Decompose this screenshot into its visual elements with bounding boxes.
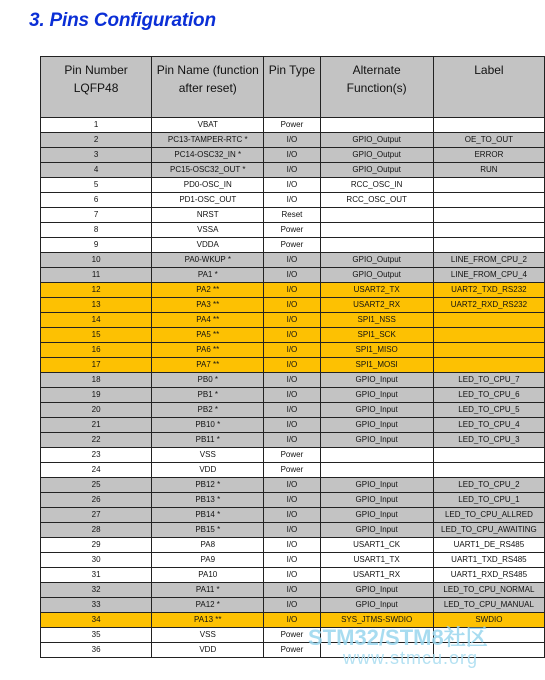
cell-alternate-function (320, 463, 433, 478)
cell-alternate-function (320, 448, 433, 463)
cell-alternate-function: SPI1_NSS (320, 313, 433, 328)
cell-pin-name: PA11 * (152, 583, 264, 598)
cell-alternate-function: GPIO_Input (320, 493, 433, 508)
cell-pin-type: I/O (264, 493, 320, 508)
cell-label: UART1_DE_RS485 (433, 538, 544, 553)
cell-alternate-function: USART2_TX (320, 283, 433, 298)
cell-pin-name: PB10 * (152, 418, 264, 433)
cell-pin-type: I/O (264, 508, 320, 523)
table-header-row (41, 57, 545, 118)
cell-pin-name: PA10 (152, 568, 264, 583)
cell-label: LED_TO_CPU_1 (433, 493, 544, 508)
cell-pin-type: I/O (264, 283, 320, 298)
table-row (41, 478, 545, 493)
cell-alternate-function: GPIO_Output (320, 268, 433, 283)
header-pin-number: Pin Number LQFP48 (41, 57, 152, 118)
cell-alternate-function: GPIO_Input (320, 373, 433, 388)
cell-pin-name: PD0-OSC_IN (152, 178, 264, 193)
cell-alternate-function (320, 118, 433, 133)
cell-alternate-function: GPIO_Input (320, 583, 433, 598)
cell-pin-type: I/O (264, 193, 320, 208)
cell-pin-type: Power (264, 628, 320, 643)
cell-alternate-function (320, 223, 433, 238)
cell-pin-type: I/O (264, 358, 320, 373)
cell-alternate-function: USART1_RX (320, 568, 433, 583)
cell-pin-type: I/O (264, 148, 320, 163)
cell-pin-name: PC13-TAMPER-RTC * (152, 133, 264, 148)
table-row (41, 433, 545, 448)
cell-label: OE_TO_OUT (433, 133, 544, 148)
cell-pin-type: I/O (264, 478, 320, 493)
cell-pin-name: PA6 ** (152, 343, 264, 358)
table-row (41, 538, 545, 553)
table-row (41, 268, 545, 283)
cell-pin-number: 35 (41, 628, 152, 643)
cell-alternate-function: GPIO_Input (320, 433, 433, 448)
cell-pin-name: NRST (152, 208, 264, 223)
cell-pin-number: 14 (41, 313, 152, 328)
cell-pin-number: 28 (41, 523, 152, 538)
cell-pin-name: VSSA (152, 223, 264, 238)
cell-label: LED_TO_CPU_6 (433, 388, 544, 403)
cell-pin-type: Power (264, 448, 320, 463)
cell-pin-number: 1 (41, 118, 152, 133)
table-row (41, 148, 545, 163)
cell-pin-type: I/O (264, 583, 320, 598)
cell-alternate-function: GPIO_Input (320, 388, 433, 403)
cell-pin-number: 19 (41, 388, 152, 403)
cell-alternate-function: GPIO_Input (320, 403, 433, 418)
cell-alternate-function: GPIO_Output (320, 148, 433, 163)
cell-label: SWDIO (433, 613, 544, 628)
cell-pin-name: PA3 ** (152, 298, 264, 313)
watermark-url: www.stmcu.org (343, 648, 479, 668)
cell-pin-name: PB13 * (152, 493, 264, 508)
cell-alternate-function: USART2_RX (320, 298, 433, 313)
cell-pin-number: 26 (41, 493, 152, 508)
cell-label: UART1_TXD_RS485 (433, 553, 544, 568)
cell-pin-number: 29 (41, 538, 152, 553)
cell-pin-type: I/O (264, 343, 320, 358)
cell-pin-name: PB0 * (152, 373, 264, 388)
table-row (41, 328, 545, 343)
cell-pin-type: I/O (264, 163, 320, 178)
table-row (41, 598, 545, 613)
cell-pin-number: 5 (41, 178, 152, 193)
cell-pin-type: I/O (264, 598, 320, 613)
cell-pin-number: 31 (41, 568, 152, 583)
cell-label (433, 313, 544, 328)
cell-pin-number: 25 (41, 478, 152, 493)
table-row (41, 493, 545, 508)
cell-alternate-function: RCC_OSC_IN (320, 178, 433, 193)
cell-pin-number: 20 (41, 403, 152, 418)
table-row (41, 298, 545, 313)
cell-pin-number: 3 (41, 148, 152, 163)
section-title: 3. Pins Configuration (29, 10, 216, 31)
cell-pin-name: PA2 ** (152, 283, 264, 298)
cell-pin-number: 16 (41, 343, 152, 358)
cell-pin-name: PA8 (152, 538, 264, 553)
cell-label (433, 178, 544, 193)
cell-label: LINE_FROM_CPU_4 (433, 268, 544, 283)
cell-pin-number: 27 (41, 508, 152, 523)
cell-pin-number: 18 (41, 373, 152, 388)
cell-pin-name: PA12 * (152, 598, 264, 613)
header-alternate-function: Alternate Function(s) (320, 57, 433, 118)
cell-label: UART1_RXD_RS485 (433, 568, 544, 583)
cell-alternate-function: USART1_TX (320, 553, 433, 568)
table-row (41, 343, 545, 358)
table-row (41, 253, 545, 268)
cell-pin-type: I/O (264, 553, 320, 568)
cell-pin-name: PB12 * (152, 478, 264, 493)
cell-pin-name: PA5 ** (152, 328, 264, 343)
cell-alternate-function: GPIO_Input (320, 418, 433, 433)
cell-alternate-function: GPIO_Output (320, 163, 433, 178)
table-row (41, 463, 545, 478)
cell-alternate-function: GPIO_Input (320, 508, 433, 523)
cell-pin-number: 34 (41, 613, 152, 628)
cell-pin-type: Power (264, 223, 320, 238)
table-body (41, 118, 545, 658)
cell-pin-number: 7 (41, 208, 152, 223)
cell-pin-number: 13 (41, 298, 152, 313)
cell-pin-name: PB11 * (152, 433, 264, 448)
table-row (41, 523, 545, 538)
cell-label: LED_TO_CPU_2 (433, 478, 544, 493)
cell-pin-type: I/O (264, 403, 320, 418)
cell-label (433, 208, 544, 223)
cell-label: UART2_RXD_RS232 (433, 298, 544, 313)
cell-pin-number: 8 (41, 223, 152, 238)
cell-pin-type: I/O (264, 523, 320, 538)
header-pin-name: Pin Name (function after reset) (152, 57, 264, 118)
cell-pin-type: I/O (264, 268, 320, 283)
table-row (41, 358, 545, 373)
cell-alternate-function: GPIO_Input (320, 598, 433, 613)
cell-label: LED_TO_CPU_MANUAL (433, 598, 544, 613)
cell-pin-name: PB2 * (152, 403, 264, 418)
cell-alternate-function: GPIO_Input (320, 478, 433, 493)
cell-label (433, 118, 544, 133)
table-row (41, 508, 545, 523)
cell-pin-name: PA1 * (152, 268, 264, 283)
cell-pin-number: 24 (41, 463, 152, 478)
cell-alternate-function: USART1_CK (320, 538, 433, 553)
cell-pin-number: 32 (41, 583, 152, 598)
cell-pin-number: 22 (41, 433, 152, 448)
table-row (41, 208, 545, 223)
cell-label: LED_TO_CPU_7 (433, 373, 544, 388)
cell-label (433, 223, 544, 238)
cell-pin-type: I/O (264, 433, 320, 448)
table-row (41, 388, 545, 403)
table-row (41, 553, 545, 568)
cell-alternate-function (320, 208, 433, 223)
cell-pin-type: I/O (264, 253, 320, 268)
pins-table (40, 56, 545, 658)
cell-pin-number: 6 (41, 193, 152, 208)
cell-label (433, 238, 544, 253)
cell-alternate-function: GPIO_Output (320, 133, 433, 148)
table-row (41, 583, 545, 598)
cell-label: UART2_TXD_RS232 (433, 283, 544, 298)
cell-pin-number: 23 (41, 448, 152, 463)
cell-pin-type: Power (264, 118, 320, 133)
cell-label: LED_TO_CPU_3 (433, 433, 544, 448)
cell-pin-number: 4 (41, 163, 152, 178)
cell-pin-type: Reset (264, 208, 320, 223)
cell-pin-number: 11 (41, 268, 152, 283)
cell-pin-type: I/O (264, 328, 320, 343)
cell-pin-name: PA13 ** (152, 613, 264, 628)
cell-pin-name: VBAT (152, 118, 264, 133)
cell-pin-name: PC14-OSC32_IN * (152, 148, 264, 163)
cell-alternate-function: GPIO_Input (320, 523, 433, 538)
cell-label: LED_TO_CPU_AWAITING (433, 523, 544, 538)
cell-label (433, 463, 544, 478)
cell-pin-number: 21 (41, 418, 152, 433)
cell-pin-name: PA7 ** (152, 358, 264, 373)
cell-label: LED_TO_CPU_NORMAL (433, 583, 544, 598)
cell-pin-name: PB1 * (152, 388, 264, 403)
table-row (41, 133, 545, 148)
cell-pin-name: PB15 * (152, 523, 264, 538)
table-row (41, 568, 545, 583)
header-pin-type: Pin Type (264, 57, 320, 118)
cell-label: LED_TO_CPU_ALLRED (433, 508, 544, 523)
cell-pin-type: I/O (264, 313, 320, 328)
cell-pin-type: Power (264, 643, 320, 658)
cell-label (433, 448, 544, 463)
watermark-brand: STM32/STM8社区 (308, 625, 488, 650)
cell-pin-type: I/O (264, 388, 320, 403)
cell-pin-name: VSS (152, 628, 264, 643)
cell-label (433, 328, 544, 343)
cell-pin-number: 15 (41, 328, 152, 343)
cell-pin-type: I/O (264, 568, 320, 583)
cell-pin-type: I/O (264, 373, 320, 388)
table-row (41, 238, 545, 253)
cell-pin-name: VDDA (152, 238, 264, 253)
table-row (41, 163, 545, 178)
cell-pin-type: I/O (264, 178, 320, 193)
header-label: Label (433, 57, 544, 118)
cell-label: ERROR (433, 148, 544, 163)
cell-pin-type: I/O (264, 298, 320, 313)
cell-label: LED_TO_CPU_4 (433, 418, 544, 433)
cell-pin-type: I/O (264, 613, 320, 628)
cell-pin-type: I/O (264, 538, 320, 553)
cell-alternate-function: SPI1_SCK (320, 328, 433, 343)
cell-pin-type: I/O (264, 418, 320, 433)
table-row (41, 283, 545, 298)
table-row (41, 448, 545, 463)
cell-pin-name: PC15-OSC32_OUT * (152, 163, 264, 178)
cell-pin-name: VSS (152, 448, 264, 463)
cell-pin-name: VDD (152, 643, 264, 658)
cell-pin-number: 33 (41, 598, 152, 613)
cell-pin-name: PD1-OSC_OUT (152, 193, 264, 208)
cell-pin-name: PA0-WKUP * (152, 253, 264, 268)
cell-alternate-function: SPI1_MISO (320, 343, 433, 358)
cell-pin-type: Power (264, 238, 320, 253)
cell-alternate-function: SPI1_MOSI (320, 358, 433, 373)
cell-pin-name: VDD (152, 463, 264, 478)
cell-pin-name: PB14 * (152, 508, 264, 523)
table-row (41, 178, 545, 193)
cell-alternate-function (320, 238, 433, 253)
cell-pin-number: 12 (41, 283, 152, 298)
cell-pin-number: 30 (41, 553, 152, 568)
table-row (41, 373, 545, 388)
cell-pin-type: Power (264, 463, 320, 478)
cell-pin-name: PA4 ** (152, 313, 264, 328)
table-row (41, 418, 545, 433)
table-row (41, 313, 545, 328)
cell-pin-type: I/O (264, 133, 320, 148)
cell-pin-number: 10 (41, 253, 152, 268)
cell-pin-number: 9 (41, 238, 152, 253)
cell-label (433, 343, 544, 358)
cell-alternate-function: RCC_OSC_OUT (320, 193, 433, 208)
cell-alternate-function: GPIO_Output (320, 253, 433, 268)
table-row (41, 403, 545, 418)
table-row (41, 118, 545, 133)
cell-label: LED_TO_CPU_5 (433, 403, 544, 418)
cell-pin-number: 17 (41, 358, 152, 373)
cell-label (433, 193, 544, 208)
cell-label: LINE_FROM_CPU_2 (433, 253, 544, 268)
cell-pin-name: PA9 (152, 553, 264, 568)
table-row (41, 223, 545, 238)
cell-pin-number: 2 (41, 133, 152, 148)
cell-alternate-function: SYS_JTMS-SWDIO (320, 613, 433, 628)
cell-pin-number: 36 (41, 643, 152, 658)
cell-label: RUN (433, 163, 544, 178)
cell-label (433, 358, 544, 373)
table-row (41, 193, 545, 208)
